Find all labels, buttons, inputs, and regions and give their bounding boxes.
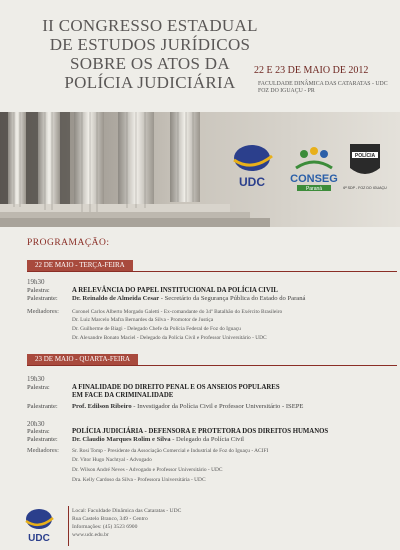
day1-mediador-1: Coronel Carlos Alberto Morgado Galetti - Ex-comandante do 34º Batalhão do Exército Brasileiro bbox=[72, 309, 283, 315]
day2-time-1: 19h30 bbox=[27, 375, 45, 383]
title-line-3: SOBRE OS ATOS DA bbox=[70, 54, 230, 73]
day1-bar bbox=[27, 260, 397, 272]
venue-line-1: FACULDADE DINÂMICA DAS CATARATAS - UDC bbox=[258, 81, 388, 87]
day1-mediador-4: Dr. Alexandre Bonato Maciel - Delegado da Polícia Civil e Professor Universitário - UDC bbox=[72, 335, 267, 341]
day1-mediador-2: Dr. Luiz Marcelo Mafra Bernardes da Silva - Promotor de Justiça bbox=[72, 317, 214, 323]
mediadores-label: Mediadores: bbox=[27, 447, 59, 454]
title-line-4: POLÍCIA JUDICIÁRIA bbox=[64, 73, 236, 92]
day1-palestrante bbox=[27, 295, 305, 303]
day2-palestrante-1 bbox=[27, 403, 303, 411]
day2-time-2: 20h30 bbox=[27, 420, 45, 428]
footer-logo-text: UDC bbox=[28, 533, 50, 544]
udc-logo bbox=[234, 145, 272, 189]
day1-time: 19h30 bbox=[27, 278, 45, 286]
day2-speaker1-name: Prof. Edilson Ribeiro bbox=[72, 403, 132, 410]
footer-udc-logo bbox=[18, 505, 60, 545]
columns-photo bbox=[0, 112, 400, 227]
footer-address: Rua Castelo Branco, 349 - Centro bbox=[72, 516, 148, 522]
conseg-logo-text: CONSEG bbox=[290, 173, 338, 185]
programacao-heading: PROGRAMAÇÃO: bbox=[27, 238, 110, 248]
footer-site[interactable]: www.udc.edu.br bbox=[72, 532, 109, 538]
palestra-label: Palestra: bbox=[27, 428, 50, 435]
day2-palestrante-2 bbox=[27, 436, 244, 444]
day2-speaker2-role: - Delegado da Polícia Civil bbox=[170, 436, 244, 443]
day2-bar bbox=[27, 354, 397, 366]
day1-speaker-role: - Secretário da Segurança Pública do Estado do Paraná bbox=[159, 295, 306, 302]
day2-talk2-title: POLÍCIA JUDICIÁRIA - DEFENSORA E PROTETORA DOS DIREITOS HUMANOS bbox=[72, 428, 329, 435]
palestra-label: Palestra: bbox=[27, 287, 50, 294]
day2-speaker2-name: Dr. Claudio Marques Rolim e Silva bbox=[72, 436, 171, 443]
day2-tag: 23 DE MAIO - QUARTA-FEIRA bbox=[27, 354, 138, 365]
day1-mediador-3: Dr. Guilherme de Biagi - Delegado Chefe da Polícia Federal de Foz do Iguaçu bbox=[72, 326, 241, 332]
footer-info bbox=[72, 507, 181, 539]
udc-logo-text: UDC bbox=[239, 175, 265, 189]
policia-logo bbox=[343, 144, 387, 190]
event-venue bbox=[258, 81, 388, 95]
day2-mediador-4: Dra. Kelly Cardoso da Silva - Professora Universitária - UDC bbox=[72, 477, 206, 483]
policia-logo-subtext: 6ª SDP - FOZ DO IGUAÇU bbox=[343, 186, 387, 190]
day2-talk1-title-line2: EM FACE DA CRIMINALIDADE bbox=[72, 392, 174, 399]
event-title bbox=[40, 16, 260, 92]
day2-palestra-1 bbox=[27, 384, 280, 392]
day2-mediador-2: Dr. Vitor Hugo Nachtyal - Advogado bbox=[72, 457, 152, 463]
day2-speaker1-role: - Investigador da Polícia Civil e Professor Universitário - ISEPE bbox=[131, 403, 304, 410]
conseg-logo-subtext: Paraná bbox=[305, 186, 323, 192]
mediadores-label: Mediadores: bbox=[27, 308, 59, 315]
day2-talk1-title-line1: A FINALIDADE DO DIREITO PENAL E OS ANSEIOS POPULARES bbox=[72, 384, 280, 391]
palestrante-label: Palestrante: bbox=[27, 403, 58, 410]
day2-mediador-1: Sr. Rosi Tomp - Presidente da Associação Comercial e Industrial de Foz do Iguaçu - ACIFI bbox=[72, 448, 269, 454]
venue-line-2: FOZ DO IGUAÇU - PR bbox=[258, 88, 315, 94]
conseg-logo bbox=[290, 147, 338, 192]
palestrante-label: Palestrante: bbox=[27, 295, 58, 302]
day1-speaker-name: Dr. Reinaldo de Almeida Cesar bbox=[72, 295, 160, 302]
palestra-label: Palestra: bbox=[27, 384, 50, 391]
policia-logo-text: POLÍCIA bbox=[354, 153, 376, 159]
day1-tag: 22 DE MAIO - TERÇA-FEIRA bbox=[27, 260, 133, 271]
day2-mediadores bbox=[27, 446, 268, 456]
day2-mediador-3: Dr. Wilson André Neves - Advogado e Professor Universitário - UDC bbox=[72, 467, 223, 473]
day2-palestra-2 bbox=[27, 428, 328, 436]
day1-talk-title: A RELEVÂNCIA DO PAPEL INSTITUCIONAL DA POLÍCIA CIVIL bbox=[72, 287, 278, 294]
footer-phone: Informações: (45) 3523 6900 bbox=[72, 524, 138, 530]
sponsor-logos bbox=[214, 134, 400, 204]
footer-divider bbox=[68, 506, 69, 546]
palestrante-label: Palestrante: bbox=[27, 436, 58, 443]
title-line-1: II CONGRESSO ESTADUAL bbox=[42, 16, 258, 35]
day1-palestra bbox=[27, 287, 278, 295]
title-line-2: DE ESTUDOS JURÍDICOS bbox=[49, 35, 251, 54]
event-dates: 22 E 23 DE MAIO DE 2012 bbox=[254, 65, 369, 76]
footer-local: Local: Faculdade Dinâmica das Cataratas - UDC bbox=[72, 508, 182, 514]
